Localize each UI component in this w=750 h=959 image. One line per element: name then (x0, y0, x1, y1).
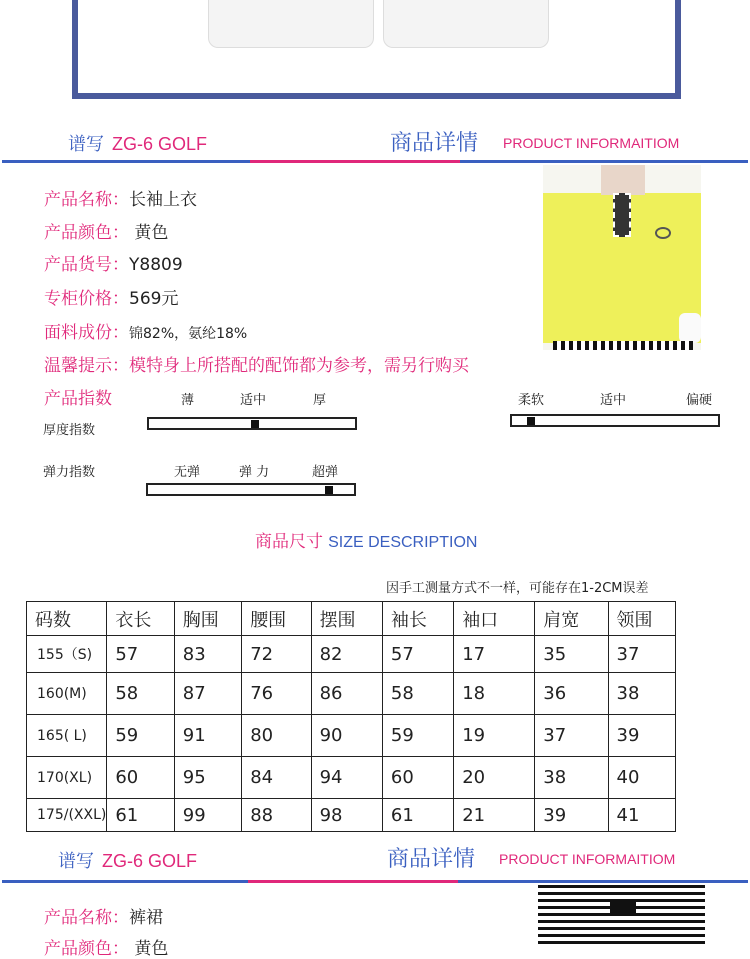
elasticity-marker (325, 486, 333, 494)
header-cell: 袖长 (382, 602, 453, 636)
product2-color-label: 产品颜色： (44, 939, 129, 959)
table-cell: 84 (242, 757, 311, 799)
product-color-row (44, 218, 168, 243)
table-cell: 86 (311, 673, 382, 715)
product-name-label: 产品名称： (44, 190, 129, 210)
table-cell: 35 (535, 636, 608, 673)
section-title-cn: 商品详情 (390, 131, 479, 156)
size-cell: 175/(XXL) (27, 799, 107, 832)
header-cell: 胸围 (174, 602, 241, 636)
thickness-tick-1: 薄 (181, 393, 195, 408)
table-cell: 20 (454, 757, 535, 799)
table-cell: 18 (454, 673, 535, 715)
header-cell: 衣长 (107, 602, 174, 636)
softness-tick-2: 适中 (600, 393, 627, 408)
table-cell: 57 (382, 636, 453, 673)
glove-shape (679, 313, 701, 343)
header-cell: 腰围 (242, 602, 311, 636)
size-table (26, 601, 676, 832)
elasticity-label: 弹力指数 (43, 465, 96, 480)
table-cell: 41 (608, 799, 675, 832)
table-cell: 17 (454, 636, 535, 673)
brand-en: ZG-6 GOLF (102, 851, 198, 871)
product2-name-label: 产品名称： (44, 908, 129, 928)
product2-name-value: 裤裙 (129, 908, 163, 928)
size-title-en: SIZE DESCRIPTION (328, 534, 478, 551)
product-price-label: 专柜价格： (44, 289, 129, 309)
size-cell: 170(XL) (27, 757, 107, 799)
table-cell: 60 (107, 757, 174, 799)
product2-color-value: 黄色 (129, 939, 169, 959)
table-cell: 83 (174, 636, 241, 673)
table-cell: 58 (107, 673, 174, 715)
section-title-en: PRODUCT INFORMAITIOM (503, 135, 680, 151)
product-sku-row (44, 250, 183, 275)
elasticity-tick-3: 超弹 (312, 465, 339, 480)
product2-photo (538, 884, 705, 944)
table-cell: 38 (535, 757, 608, 799)
table-cell: 99 (174, 799, 241, 832)
skirt-pattern (553, 341, 693, 350)
header-cell: 摆围 (311, 602, 382, 636)
product-color-label: 产品颜色： (44, 223, 129, 243)
table-cell: 80 (242, 715, 311, 757)
table-cell: 19 (454, 715, 535, 757)
table-row (27, 799, 676, 832)
table-cell: 61 (107, 799, 174, 832)
product2-color-row (44, 934, 168, 959)
table-cell: 39 (608, 715, 675, 757)
header-cell: 码数 (27, 602, 107, 636)
section2-brand (58, 847, 197, 873)
product-fabric-label: 面料成份： (44, 323, 129, 343)
elasticity-tick-1: 无弹 (174, 465, 201, 480)
elasticity-scale (146, 483, 356, 496)
product-fabric-row (44, 318, 247, 343)
table-cell: 59 (382, 715, 453, 757)
section2-title-cn: 商品详情 (387, 847, 476, 872)
brand-cn: 谱写 (58, 851, 94, 871)
product-image-frame (72, 0, 681, 99)
thickness-label: 厚度指数 (43, 423, 96, 438)
table-cell: 40 (608, 757, 675, 799)
indices-title: 产品指数 (44, 389, 112, 409)
table-cell: 37 (535, 715, 608, 757)
placket-shape (613, 193, 631, 237)
table-cell: 88 (242, 799, 311, 832)
table-cell: 38 (608, 673, 675, 715)
size-cell: 160(M) (27, 673, 107, 715)
product-sku-label: 产品货号： (44, 255, 129, 275)
thickness-marker (251, 420, 259, 428)
table-row (27, 636, 676, 673)
softness-tick-3: 偏硬 (686, 393, 713, 408)
garment-image-left (208, 0, 374, 48)
label-tag-shape (610, 902, 636, 916)
table-cell: 94 (311, 757, 382, 799)
table-cell: 98 (311, 799, 382, 832)
brand-cn: 谱写 (68, 134, 104, 154)
section-divider-accent (250, 160, 460, 163)
product-fabric-value: 锦82%，氨纶18% (129, 326, 248, 342)
product-photo (543, 165, 701, 350)
thickness-scale (147, 417, 357, 430)
table-cell: 36 (535, 673, 608, 715)
table-cell: 91 (174, 715, 241, 757)
table-row (27, 715, 676, 757)
thickness-tick-2: 适中 (240, 393, 267, 408)
table-cell: 39 (535, 799, 608, 832)
product-notice: 温馨提示：模特身上所搭配的配饰都为参考，需另行购买 (44, 356, 469, 376)
table-cell: 82 (311, 636, 382, 673)
header-cell: 肩宽 (535, 602, 608, 636)
header-cell: 领围 (608, 602, 675, 636)
table-cell: 76 (242, 673, 311, 715)
softness-scale (510, 414, 720, 427)
table-row (27, 673, 676, 715)
product2-name-row (44, 903, 163, 928)
table-cell: 95 (174, 757, 241, 799)
size-section-title (255, 527, 477, 552)
collar-shape (601, 165, 645, 195)
table-cell: 61 (382, 799, 453, 832)
section2-title-en: PRODUCT INFORMAITIOM (499, 851, 676, 867)
size-cell: 155（S) (27, 636, 107, 673)
table-cell: 90 (311, 715, 382, 757)
product-price-value: 569元 (129, 289, 179, 309)
product-price-row (44, 284, 178, 309)
size-title-cn: 商品尺寸 (255, 532, 323, 552)
section-brand (68, 130, 207, 156)
size-note: 因手工测量方式不一样，可能存在1-2CM误差 (386, 581, 649, 596)
table-cell: 57 (107, 636, 174, 673)
size-table-header (27, 602, 676, 636)
header-cell: 袖口 (454, 602, 535, 636)
table-cell: 59 (107, 715, 174, 757)
table-cell: 58 (382, 673, 453, 715)
thickness-tick-3: 厚 (313, 393, 327, 408)
table-cell: 37 (608, 636, 675, 673)
section2-divider-accent (248, 880, 458, 883)
softness-marker (527, 417, 535, 425)
product-name-value: 长袖上衣 (129, 190, 197, 210)
product-color-value: 黄色 (129, 223, 169, 243)
brand-logo-icon (655, 227, 671, 239)
table-cell: 72 (242, 636, 311, 673)
table-cell: 87 (174, 673, 241, 715)
product-name-row (44, 185, 197, 210)
size-cell: 165( L) (27, 715, 107, 757)
table-row (27, 757, 676, 799)
table-cell: 21 (454, 799, 535, 832)
garment-image-right (383, 0, 549, 48)
table-cell: 60 (382, 757, 453, 799)
brand-en: ZG-6 GOLF (112, 134, 208, 154)
softness-tick-1: 柔软 (518, 393, 545, 408)
product-sku-value: Y8809 (129, 255, 183, 275)
elasticity-tick-2: 弹 力 (239, 465, 270, 480)
